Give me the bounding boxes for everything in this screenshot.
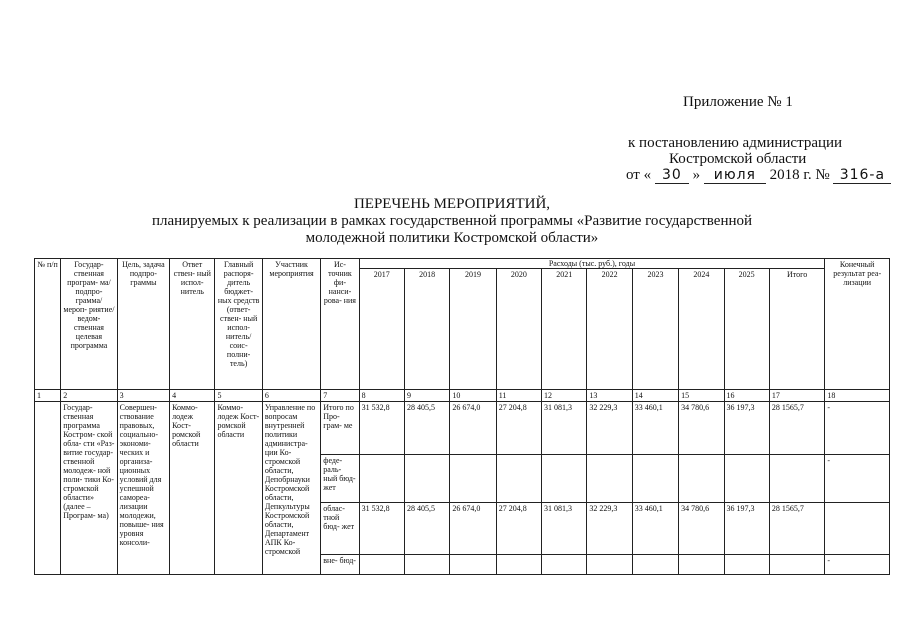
expense-cell: 31 081,3 [542, 503, 587, 555]
expense-cell [496, 555, 541, 575]
column-number: 14 [632, 390, 678, 402]
expense-cell: 34 780,6 [679, 402, 724, 455]
annex-month: июля [704, 167, 766, 184]
header-total: Итого [769, 269, 824, 390]
header-chief-admin: Главный распоря- дитель бюджет- ных средств (ответ- ствен- ный испол- нитель/ соис- полни- тель) [215, 259, 262, 390]
column-number: 9 [404, 390, 449, 402]
expense-cell [404, 555, 449, 575]
header-year: 2021 [542, 269, 587, 390]
expense-total-cell [769, 555, 824, 575]
expense-cell [450, 455, 496, 503]
expense-cell [724, 555, 769, 575]
expense-cell: 36 197,3 [724, 503, 769, 555]
column-number: 17 [769, 390, 824, 402]
header-row-1 [35, 259, 890, 269]
column-number: 2 [61, 390, 117, 402]
expense-cell [542, 455, 587, 503]
annex-from-prefix: от « [626, 167, 652, 183]
expense-cell [632, 555, 678, 575]
measures-table [34, 258, 890, 575]
column-number: 3 [117, 390, 169, 402]
expense-total-cell: 28 1565,7 [769, 402, 824, 455]
column-number: 8 [359, 390, 404, 402]
result-cell: - [825, 402, 890, 455]
source-cell: феде- раль- ный бюд- жет [321, 455, 359, 503]
header-year: 2025 [724, 269, 769, 390]
result-cell [825, 503, 890, 555]
column-number: 15 [679, 390, 724, 402]
column-number: 18 [825, 390, 890, 402]
column-number: 1 [35, 390, 61, 402]
expense-cell: 26 674,0 [450, 402, 496, 455]
header-goal: Цель, задача подпро- граммы [117, 259, 169, 390]
expense-cell [587, 555, 632, 575]
source-cell: облас- тной бюд- жет [321, 503, 359, 555]
annex-mid: » [692, 167, 701, 183]
column-number: 6 [262, 390, 320, 402]
expense-cell: 28 405,5 [404, 503, 449, 555]
header-expenses: Расходы (тыс. руб.), годы [359, 259, 825, 269]
expense-cell: 34 780,6 [679, 503, 724, 555]
goal-cell: Совершен- ствование правовых, социально- экономи- ческих и организа- ционных условий для успешной самореа- лизации молодежи, повыше- ния уровня консоли- [117, 402, 169, 575]
expense-cell: 31 081,3 [542, 402, 587, 455]
expense-cell [679, 555, 724, 575]
column-number: 10 [450, 390, 496, 402]
column-number: 5 [215, 390, 262, 402]
expense-cell [359, 555, 404, 575]
expense-cell: 33 460,1 [632, 402, 678, 455]
header-result: Конечный результат реа- лизации [825, 259, 890, 390]
responsible-cell: Коммо- лодеж Кост- ромской области [170, 402, 215, 575]
header-year: 2019 [450, 269, 496, 390]
annex-day: 30 [655, 167, 689, 184]
expense-cell: 28 405,5 [404, 402, 449, 455]
expense-cell [679, 455, 724, 503]
expense-cell: 36 197,3 [724, 402, 769, 455]
participant-cell: Управление по вопросам внутренней политики администра- ции Ко- стромской области, Депобрнауки Костромской области, Депкультуры Костромской области, Департамент АПК Ко- стромской [262, 402, 320, 575]
expense-cell [404, 455, 449, 503]
annex-year: 2018 г. № [769, 167, 830, 183]
row-number-cell [35, 402, 61, 575]
annex-date-line [626, 167, 891, 184]
header-year: 2022 [587, 269, 632, 390]
expense-cell [359, 455, 404, 503]
expense-cell: 26 674,0 [450, 503, 496, 555]
table-row [35, 402, 890, 455]
expense-total-cell [769, 455, 824, 503]
header-responsible: Ответ ствен- ный испол- нитель [170, 259, 215, 390]
expense-cell [724, 455, 769, 503]
source-cell: вне- бюд- [321, 555, 359, 575]
expense-cell [542, 555, 587, 575]
header-year: 2018 [404, 269, 449, 390]
expense-cell: 32 229,3 [587, 503, 632, 555]
result-cell: - [825, 555, 890, 575]
header-year: 2020 [496, 269, 541, 390]
expense-cell [496, 455, 541, 503]
header-year: 2023 [632, 269, 678, 390]
chief-admin-cell: Коммо- лодеж Кост- ромской области [215, 402, 262, 575]
header-participant: Участник мероприятия [262, 259, 320, 390]
expense-cell [632, 455, 678, 503]
annex-region-line: Костромской области [669, 151, 807, 167]
expense-cell: 31 532,8 [359, 402, 404, 455]
program-name-cell: Государ- ственная программа Костром- ской обла- сти «Раз- витие государ- ственной молодеж- ной поли- тики Ко- стромской области» (далее – Програм- ма) [61, 402, 117, 575]
document-subtitle-line2: молодежной политики Костромской области» [305, 230, 599, 246]
expense-cell: 32 229,3 [587, 402, 632, 455]
source-cell: Итого по Про- грам- ме [321, 402, 359, 455]
annex-number: 316-а [833, 167, 891, 184]
result-cell: - [825, 455, 890, 503]
expense-cell: 27 204,8 [496, 503, 541, 555]
document-subtitle-line1: планируемых к реализации в рамках государственной программы «Развитие государственной [151, 213, 753, 229]
document-title: ПЕРЕЧЕНЬ МЕРОПРИЯТИЙ, [353, 196, 551, 212]
header-num: № п/п [35, 259, 61, 390]
column-number: 16 [724, 390, 769, 402]
column-number: 7 [321, 390, 359, 402]
column-number: 11 [496, 390, 541, 402]
column-number: 13 [587, 390, 632, 402]
expense-cell [450, 555, 496, 575]
expense-total-cell: 28 1565,7 [769, 503, 824, 555]
header-program: Государ- ственная програм- ма/подпро- грамма/ мероп- риятие/ ведом- ственная целевая программа [61, 259, 117, 390]
expense-cell: 33 460,1 [632, 503, 678, 555]
expense-cell [587, 455, 632, 503]
header-year: 2024 [679, 269, 724, 390]
annex-label: Приложение № 1 [683, 94, 793, 110]
column-number: 4 [170, 390, 215, 402]
column-number-row [35, 390, 890, 402]
expense-cell: 27 204,8 [496, 402, 541, 455]
expense-cell: 31 532,8 [359, 503, 404, 555]
header-source: Ис- точник фи- нанси- рова- ния [321, 259, 359, 390]
header-year: 2017 [359, 269, 404, 390]
column-number: 12 [542, 390, 587, 402]
annex-decree-line: к постановлению администрации [628, 135, 843, 151]
